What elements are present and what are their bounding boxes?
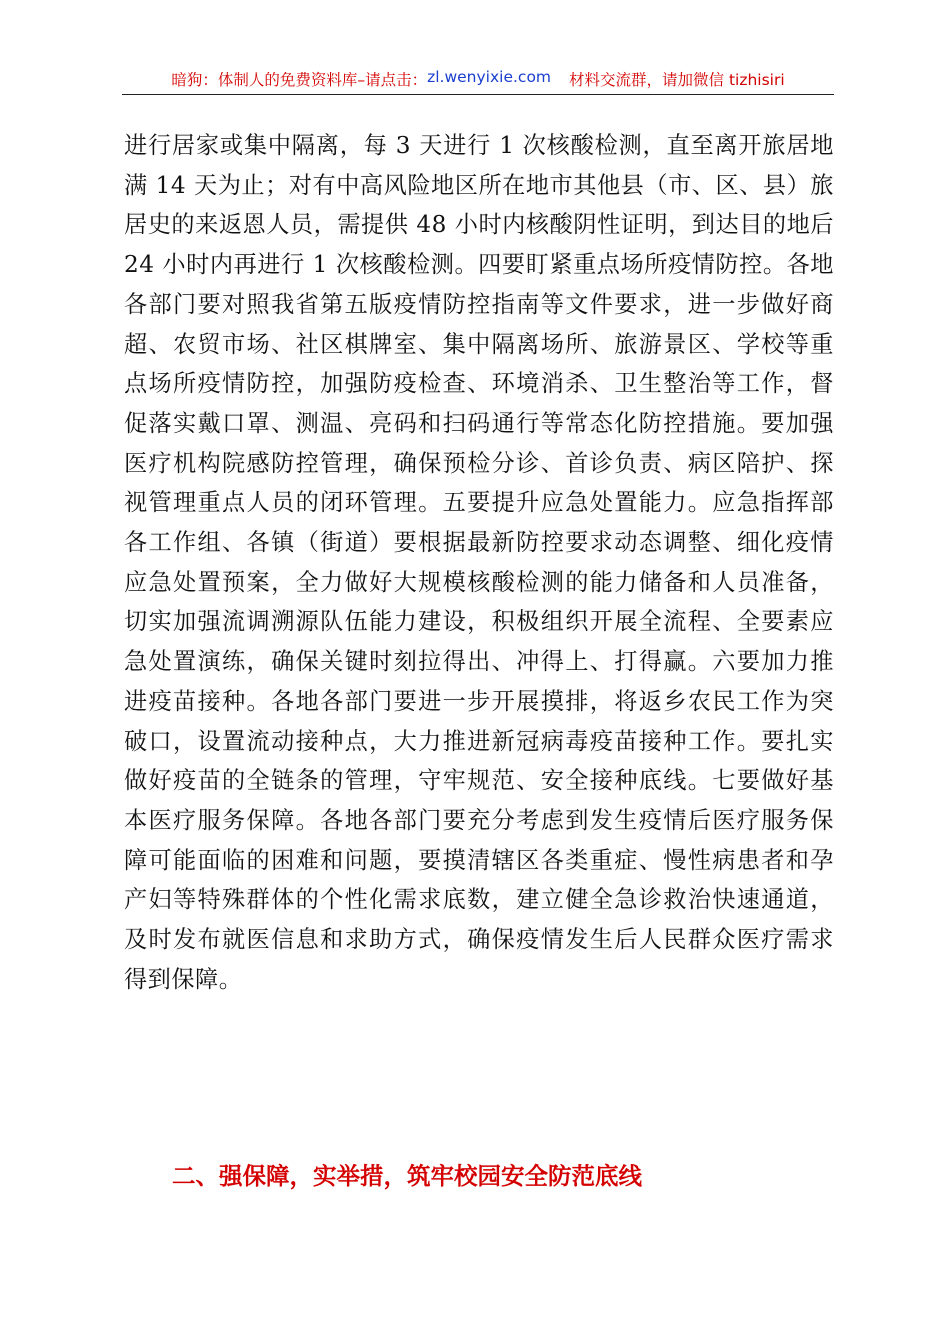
header-url-link[interactable]: zl.wenyixie.com xyxy=(427,68,552,86)
page-header xyxy=(122,68,834,95)
body-paragraph: 进行居家或集中隔离，每 3 天进行 1 次核酸检测，直至离开旅居地满 14 天为止；对有中高风险地区所在地市其他县（市、区、县）旅居史的来返恩人员，需提供 48 小时内核酸阴性证明，到达目的地后 24 小时内再进行 1 次核酸检测。四要盯紧重点场所疫情防控。各地各部门要对照我省第五版疫情防控指南等文件要求，进一步做好商超、农贸市场、社区棋牌室、集中隔离场所、旅游景区、学校等重点场所疫情防控，加强防疫检查、环境消杀、卫生整治等工作，督促落实戴口罩、测温、亮码和扫码通行等常态化防控措施。要加强医疗机构院感防控管理，确保预检分诊、首诊负责、病区陪护、探视管理重点人员的闭环管理。五要提升应急处置能力。应急指挥部各工作组、各镇（街道）要根据最新防控要求动态调整、细化疫情应急处置预案，全力做好大规模核酸检测的能力储备和人员准备，切实加强流调溯源队伍能力建设，积极组织开展全流程、全要素应急处置演练，确保关键时刻拉得出、冲得上、打得赢。六要加力推进疫苗接种。各地各部门要进一步开展摸排，将返乡农民工作为突破口，设置流动接种点，大力推进新冠病毒疫苗接种工作。要扎实做好疫苗的全链条的管理，守牢规范、安全接种底线。七要做好基本医疗服务保障。各地各部门要充分考虑到发生疫情后医疗服务保障可能面临的困难和问题，要摸清辖区各类重症、慢性病患者和孕产妇等特殊群体的个性化需求底数，建立健全急诊救治快速通道，及时发布就医信息和求助方式，确保疫情发生后人民群众医疗需求得到保障。 xyxy=(124,132,834,993)
header-site-name: 暗狗：体制人的免费资料库 xyxy=(171,71,358,89)
header-contact: 材料交流群，请加微信 tizhisiri xyxy=(569,71,785,89)
section-heading: 二、强保障，实举措，筑牢校园安全防范底线 xyxy=(172,1162,642,1190)
header-click-label: –请点击： xyxy=(357,71,428,89)
